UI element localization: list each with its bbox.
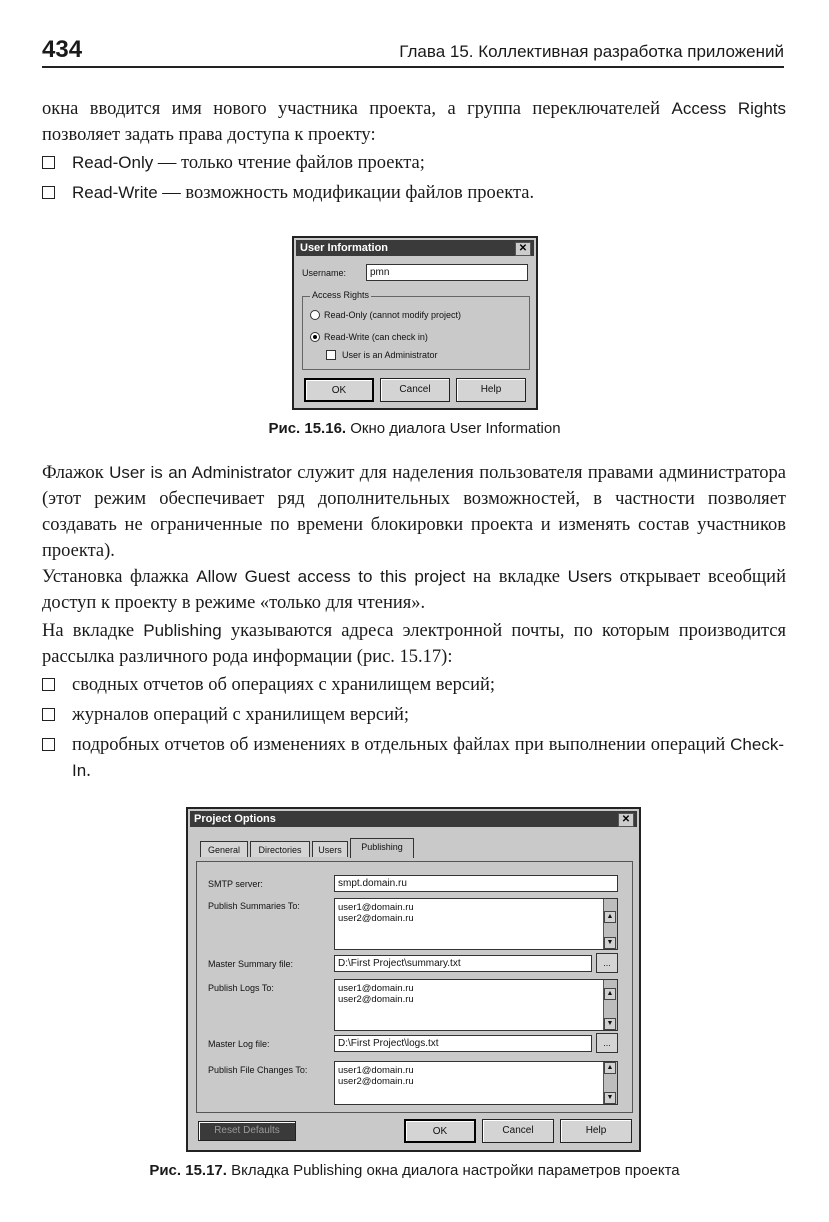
- publish-file-changes-textarea[interactable]: [334, 1061, 618, 1105]
- email-entry: user2@domain.ru: [338, 1076, 414, 1087]
- read-only-radio[interactable]: [310, 310, 320, 320]
- paragraph-text: На вкладке: [42, 621, 144, 641]
- dialog-titlebar: [296, 240, 534, 256]
- term-users: Users: [567, 567, 613, 586]
- list-item-text: подробных отчетов об изменениях в отдельных файлах при выполнении операций: [72, 735, 731, 755]
- paragraph-text: Установка флажка: [42, 567, 197, 587]
- intro-paragraph: [42, 96, 786, 148]
- scroll-up-icon[interactable]: ▲: [604, 1062, 616, 1074]
- paragraph-text: служит для наделения пользователя правами администратора (этот режим обеспечивает ряд дополнительных возможностей, в частности позволяет создавать не ограниченные по времени блокировки проекта и изменять состав участников проекта).: [42, 463, 787, 561]
- email-entry: user2@domain.ru: [338, 994, 414, 1005]
- user-information-dialog: [292, 236, 538, 410]
- term-read-write: Read-Write: [72, 183, 158, 202]
- bullet-box-icon: [42, 738, 55, 751]
- intro-text: окна вводится имя нового участника проекта, а группа переключателей: [42, 99, 661, 119]
- scrollbar[interactable]: [603, 980, 617, 1030]
- administrator-label: User is an Administrator: [342, 350, 438, 360]
- bullet-box-icon: [42, 156, 55, 169]
- scroll-up-icon[interactable]: ▲: [604, 911, 616, 923]
- scroll-down-icon[interactable]: ▼: [604, 1018, 616, 1030]
- paragraph-text: Флажок: [42, 463, 110, 483]
- smtp-server-input[interactable]: smpt.domain.ru: [334, 875, 618, 892]
- project-options-dialog: [186, 807, 641, 1152]
- term-guest-access: Allow Guest access to this project: [196, 567, 466, 586]
- figure-caption-text: Окно диалога User Information: [346, 420, 561, 437]
- term-access-rights: Access Rights: [671, 99, 787, 118]
- publish-logs-label: Publish Logs To:: [208, 983, 274, 993]
- term-read-only: Read-Only: [72, 153, 154, 172]
- intro-text-2: позволяет задать права доступа к проекту:: [42, 125, 376, 145]
- read-write-label: Read-Write (can check in): [324, 332, 428, 342]
- list-item-text: — только чтение файлов проекта;: [153, 153, 425, 173]
- publish-summaries-label: Publish Summaries To:: [208, 901, 300, 911]
- scrollbar[interactable]: [603, 1062, 617, 1104]
- figure-caption-text: Вкладка Publishing окна диалога настройки параметров проекта: [226, 1162, 680, 1179]
- page-header: [42, 34, 784, 68]
- bullet-box-icon: [42, 186, 55, 199]
- guest-paragraph: [42, 564, 786, 616]
- publishing-paragraph: [42, 618, 786, 670]
- access-rights-label: Access Rights: [312, 290, 370, 300]
- dialog-title: User Information: [300, 242, 389, 254]
- paragraph-text: открывает всеобщий доступ к проекту в режиме «только для чтения».: [42, 567, 786, 613]
- paragraph-text: указываются адреса электронной почты, по которым производится рассылка различного рода информации (рис. 15.17):: [42, 621, 786, 667]
- publish-summaries-textarea[interactable]: [334, 898, 618, 950]
- email-entry: user1@domain.ru: [338, 902, 414, 913]
- browse-summary-button[interactable]: ...: [596, 953, 618, 973]
- master-log-input[interactable]: D:\First Project\logs.txt: [334, 1035, 592, 1052]
- figure-number: Рис. 15.16.: [268, 420, 347, 437]
- dialog-title: Project Options: [194, 813, 276, 825]
- read-write-radio[interactable]: [310, 332, 320, 342]
- list-item-text: журналов операций с хранилищем версий;: [72, 705, 410, 725]
- tab-strip: [200, 841, 620, 861]
- figure-caption: [0, 1162, 829, 1179]
- email-entry: user1@domain.ru: [338, 983, 414, 994]
- figure-caption: [0, 420, 829, 437]
- username-input[interactable]: pmn: [366, 264, 528, 281]
- tab-directories[interactable]: Directories: [250, 841, 310, 857]
- master-log-label: Master Log file:: [208, 1039, 270, 1049]
- scroll-down-icon[interactable]: ▼: [604, 937, 616, 949]
- term-publishing: Publishing: [143, 621, 222, 640]
- list-item-text: сводных отчетов об операциях с хранилищем версий;: [72, 675, 496, 695]
- figure-number: Рис. 15.17.: [149, 1162, 227, 1179]
- close-icon[interactable]: ✕: [515, 242, 531, 256]
- cancel-button[interactable]: Cancel: [380, 378, 450, 402]
- scrollbar[interactable]: [603, 899, 617, 949]
- bullet-box-icon: [42, 708, 55, 721]
- tab-general[interactable]: General: [200, 841, 248, 857]
- dialog-titlebar: [190, 811, 637, 827]
- publish-logs-textarea[interactable]: [334, 979, 618, 1031]
- ok-button[interactable]: OK: [304, 378, 374, 402]
- bullet-box-icon: [42, 678, 55, 691]
- paragraph-text: на вкладке: [465, 567, 568, 587]
- help-button[interactable]: Help: [456, 378, 526, 402]
- term-check-in: Check-In: [72, 735, 784, 780]
- master-summary-label: Master Summary file:: [208, 959, 294, 969]
- smtp-server-label: SMTP server:: [208, 879, 263, 889]
- tab-publishing[interactable]: Publishing: [350, 838, 414, 858]
- page-number: 434: [42, 36, 83, 63]
- username-label: Username:: [302, 268, 347, 278]
- term-administrator: User is an Administrator: [109, 463, 292, 482]
- admin-paragraph: [42, 460, 786, 564]
- list-item-end: .: [86, 761, 91, 781]
- tab-users[interactable]: Users: [312, 841, 348, 857]
- read-only-label: Read-Only (cannot modify project): [324, 310, 462, 320]
- administrator-checkbox[interactable]: [326, 350, 336, 360]
- list-item-text: — возможность модификации файлов проекта.: [157, 183, 535, 203]
- browse-log-button[interactable]: ...: [596, 1033, 618, 1053]
- close-icon[interactable]: ✕: [618, 813, 634, 827]
- scroll-up-icon[interactable]: ▲: [604, 988, 616, 1000]
- chapter-title: Глава 15. Коллективная разработка приложений: [399, 42, 784, 61]
- cancel-button[interactable]: Cancel: [482, 1119, 554, 1143]
- reset-defaults-button[interactable]: Reset Defaults: [198, 1121, 296, 1141]
- master-summary-input[interactable]: D:\First Project\summary.txt: [334, 955, 592, 972]
- email-entry: user2@domain.ru: [338, 913, 414, 924]
- scroll-down-icon[interactable]: ▼: [604, 1092, 616, 1104]
- email-entry: user1@domain.ru: [338, 1065, 414, 1076]
- help-button[interactable]: Help: [560, 1119, 632, 1143]
- ok-button[interactable]: OK: [404, 1119, 476, 1143]
- publish-file-changes-label: Publish File Changes To:: [208, 1065, 308, 1075]
